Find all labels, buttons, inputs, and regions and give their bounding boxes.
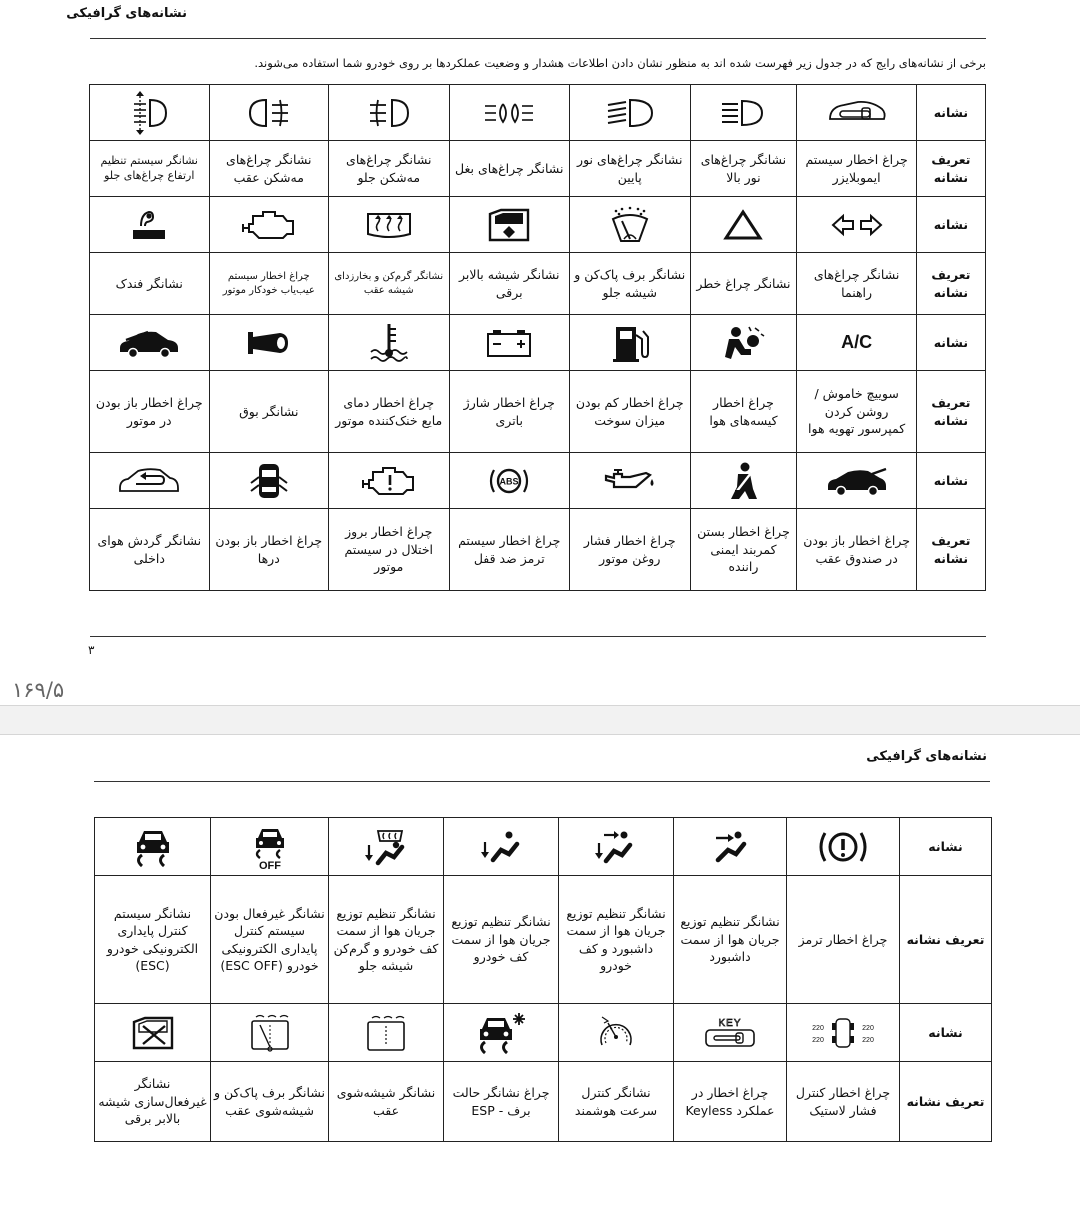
definition-row (90, 253, 986, 315)
page-separator (0, 705, 1080, 735)
airflow-floor-icon (444, 818, 559, 876)
page-number: ۳ (88, 643, 95, 657)
definition-cell: نشانگر تنظیم توزیع جریان هوا از سمت داشبورد و کف خودرو (559, 876, 674, 1004)
immobilizer-key-icon (797, 85, 916, 141)
definition-cell: نشانگر فندک (90, 253, 210, 315)
definition-row (90, 509, 986, 591)
ac-label: A/C (841, 331, 873, 352)
definition-cell: نشانگر غیرفعال بودن سیستم کنترل پایداری الکترونیکی خودرو (ESC OFF) (211, 876, 329, 1004)
oil-pressure-icon (570, 453, 691, 509)
definition-cell: سوییچ خاموش / روشن کردن کمپرسور تهویه هوا (797, 371, 916, 453)
intro-text: برخی از نشانه‌های رایج که در جدول زیر فهرست شده ‌اند به منظور نشان دادن اطلاعات هشدار و وضعیت عملکردها بر روی خودرو شما استفاده می‌شوند. (254, 56, 986, 70)
washer-wiper-icon (570, 197, 691, 253)
ac-text-icon (797, 315, 916, 371)
definition-cell: چراغ اخطار بستن کمربند ایمنی راننده (690, 509, 797, 591)
definition-cell: نشانگر چراغ‌های بغل (449, 141, 570, 197)
row-label-symbol: نشانه (916, 197, 985, 253)
row-label-definition: تعریف نشانه (916, 371, 985, 453)
definition-cell: چراغ اخطار باز بودن در صندوق عقب (797, 509, 916, 591)
symbol-row (95, 818, 992, 876)
row-label-definition: تعریف نشانه (916, 509, 985, 591)
definition-cell: نشانگر چراغ‌های مه‌شکن عقب (209, 141, 328, 197)
row-label-definition: تعریف نشانه (916, 253, 985, 315)
power-window-icon (449, 197, 570, 253)
symbol-row (90, 197, 986, 253)
definition-cell: چراغ اخطار دمای مایع خنک‌کننده موتور (329, 371, 450, 453)
trunk-open-icon (797, 453, 916, 509)
front-fog-icon (329, 85, 450, 141)
row-label-definition: تعریف نشانه (900, 876, 992, 1004)
tire-pressure-icon (787, 1004, 900, 1062)
definition-cell: نشانگر بوق (209, 371, 328, 453)
symbols-table-1 (89, 84, 986, 591)
symbol-row (90, 315, 986, 371)
cigarette-lighter-icon (90, 197, 210, 253)
airbag-icon (690, 315, 797, 371)
definition-cell: چراغ اخطار شارژ باتری (449, 371, 570, 453)
brake-warning-icon (787, 818, 900, 876)
rear-wiper-washer-icon (211, 1004, 329, 1062)
rear-washer-icon (329, 1004, 444, 1062)
hazard-icon (690, 197, 797, 253)
power-window-disable-icon (95, 1004, 211, 1062)
definition-cell: نشانگر سیستم تنظیم ارتفاع چراغ‌های جلو (90, 141, 210, 197)
header-rule (90, 38, 986, 39)
row-label-symbol: نشانه (900, 1004, 992, 1062)
row-label-symbol: نشانه (916, 453, 985, 509)
seatbelt-icon (690, 453, 797, 509)
tpms-value: 220 (862, 1036, 874, 1044)
definition-cell: چراغ اخطار کنترل فشار لاستیک (787, 1062, 900, 1142)
header-rule (94, 781, 990, 782)
definition-cell: نشانگر تنظیم توزیع جریان هوا از سمت کف خودرو و گرم‌کن شیشه جلو (329, 876, 444, 1004)
footer-rule (90, 636, 986, 637)
symbol-row (90, 453, 986, 509)
definition-row (90, 371, 986, 453)
definition-cell: چراغ اخطار در عملکرد Keyless (674, 1062, 787, 1142)
row-label-symbol: نشانه (900, 818, 992, 876)
definition-cell: چراغ اخطار باز بودن در موتور (90, 371, 210, 453)
definition-cell: نشانگر تنظیم توزیع جریان هوا از سمت داشبورد (674, 876, 787, 1004)
hood-open-icon (90, 315, 210, 371)
definition-cell: چراغ اخطار کم بودن میزان سوخت (570, 371, 691, 453)
symbol-row (90, 85, 986, 141)
definition-cell: نشانگر شیشه‌شوی عقب (329, 1062, 444, 1142)
sheet-counter: ۱۶۹/۵ (12, 678, 65, 702)
definition-cell: نشانگر گرم‌کن و بخارزدای شیشه عقب (329, 253, 450, 315)
definition-cell: نشانگر کنترل سرعت هوشمند (559, 1062, 674, 1142)
high-beam-icon (690, 85, 797, 141)
engine-malfunction-icon (329, 453, 450, 509)
definition-row (95, 876, 992, 1004)
check-engine-icon (209, 197, 328, 253)
definition-row (90, 141, 986, 197)
definition-cell: نشانگر چراغ‌های راهنما (797, 253, 916, 315)
page-2-header: نشانه‌های گرافیکی (866, 749, 987, 764)
definition-cell: چراغ اخطار بروز اختلال در سیستم موتور (329, 509, 450, 591)
rear-defrost-icon (329, 197, 450, 253)
esc-off-icon (211, 818, 329, 876)
airflow-dash-icon (674, 818, 787, 876)
tpms-value: 220 (812, 1036, 824, 1044)
definition-cell: چراغ اخطار سیستم عیب‌یاب خودکار موتور (209, 253, 328, 315)
definition-cell: نشانگر شیشه بالابر برقی (449, 253, 570, 315)
definition-cell: نشانگر چراغ‌های مه‌شکن جلو (329, 141, 450, 197)
row-label-symbol: نشانه (916, 315, 985, 371)
definition-row (95, 1062, 992, 1142)
turn-signal-icon (797, 197, 916, 253)
tpms-value: 220 (812, 1024, 824, 1032)
air-recirculation-icon (90, 453, 210, 509)
definition-cell: نشانگر چراغ‌های نور پایین (570, 141, 691, 197)
abs-label: ABS (499, 476, 519, 486)
definition-cell: نشانگر چراغ خطر (690, 253, 797, 315)
definition-cell: نشانگر تنظیم توزیع جریان هوا از سمت کف خودرو (444, 876, 559, 1004)
low-beam-icon (570, 85, 691, 141)
row-label-definition: تعریف نشانه (916, 141, 985, 197)
symbol-row (95, 1004, 992, 1062)
keyless-icon (674, 1004, 787, 1062)
page-1-header: نشانه‌های گرافیکی (66, 6, 187, 21)
coolant-temp-icon (329, 315, 450, 371)
definition-cell: چراغ نشانگر حالت برف - ESP (444, 1062, 559, 1142)
esc-icon (95, 818, 211, 876)
key-label: KEY (718, 1017, 742, 1029)
esc-off-label: OFF (258, 859, 281, 870)
rear-fog-icon (209, 85, 328, 141)
definition-cell: نشانگر غیرفعال‌سازی شیشه بالابر برقی (95, 1062, 211, 1142)
esp-snow-icon (444, 1004, 559, 1062)
definition-cell: نشانگر برف پاک‌کن و شیشه جلو (570, 253, 691, 315)
headlight-leveling-icon (90, 85, 210, 141)
definition-cell: چراغ اخطار سیستم ایموبلایزر (797, 141, 916, 197)
definition-cell: نشانگر برف پاک‌کن و شیشه‌شوی عقب (211, 1062, 329, 1142)
definition-cell: چراغ اخطار کیسه‌های هوا (690, 371, 797, 453)
side-lights-icon (449, 85, 570, 141)
battery-icon (449, 315, 570, 371)
door-open-icon (209, 453, 328, 509)
definition-cell: چراغ اخطار باز بودن درها (209, 509, 328, 591)
row-label-symbol: نشانه (916, 85, 985, 141)
horn-icon (209, 315, 328, 371)
row-label-definition: تعریف نشانه (900, 1062, 992, 1142)
manual-page-2 (0, 735, 1080, 1207)
definition-cell: چراغ اخطار ترمز (787, 876, 900, 1004)
definition-cell: نشانگر گردش هوای داخلی (90, 509, 210, 591)
airflow-floor-defrost-icon (329, 818, 444, 876)
tpms-value: 220 (862, 1024, 874, 1032)
symbols-table-2 (94, 817, 992, 1142)
definition-cell: نشانگر چراغ‌های نور بالا (690, 141, 797, 197)
smart-cruise-icon (559, 1004, 674, 1062)
fuel-icon (570, 315, 691, 371)
definition-cell: چراغ اخطار فشار روغن موتور (570, 509, 691, 591)
airflow-dash-floor-icon (559, 818, 674, 876)
definition-cell: چراغ اخطار سیستم ترمز ضد قفل (449, 509, 570, 591)
abs-icon (449, 453, 570, 509)
definition-cell: نشانگر سیستم کنترل پایداری الکترونیکی خودرو (ESC) (95, 876, 211, 1004)
